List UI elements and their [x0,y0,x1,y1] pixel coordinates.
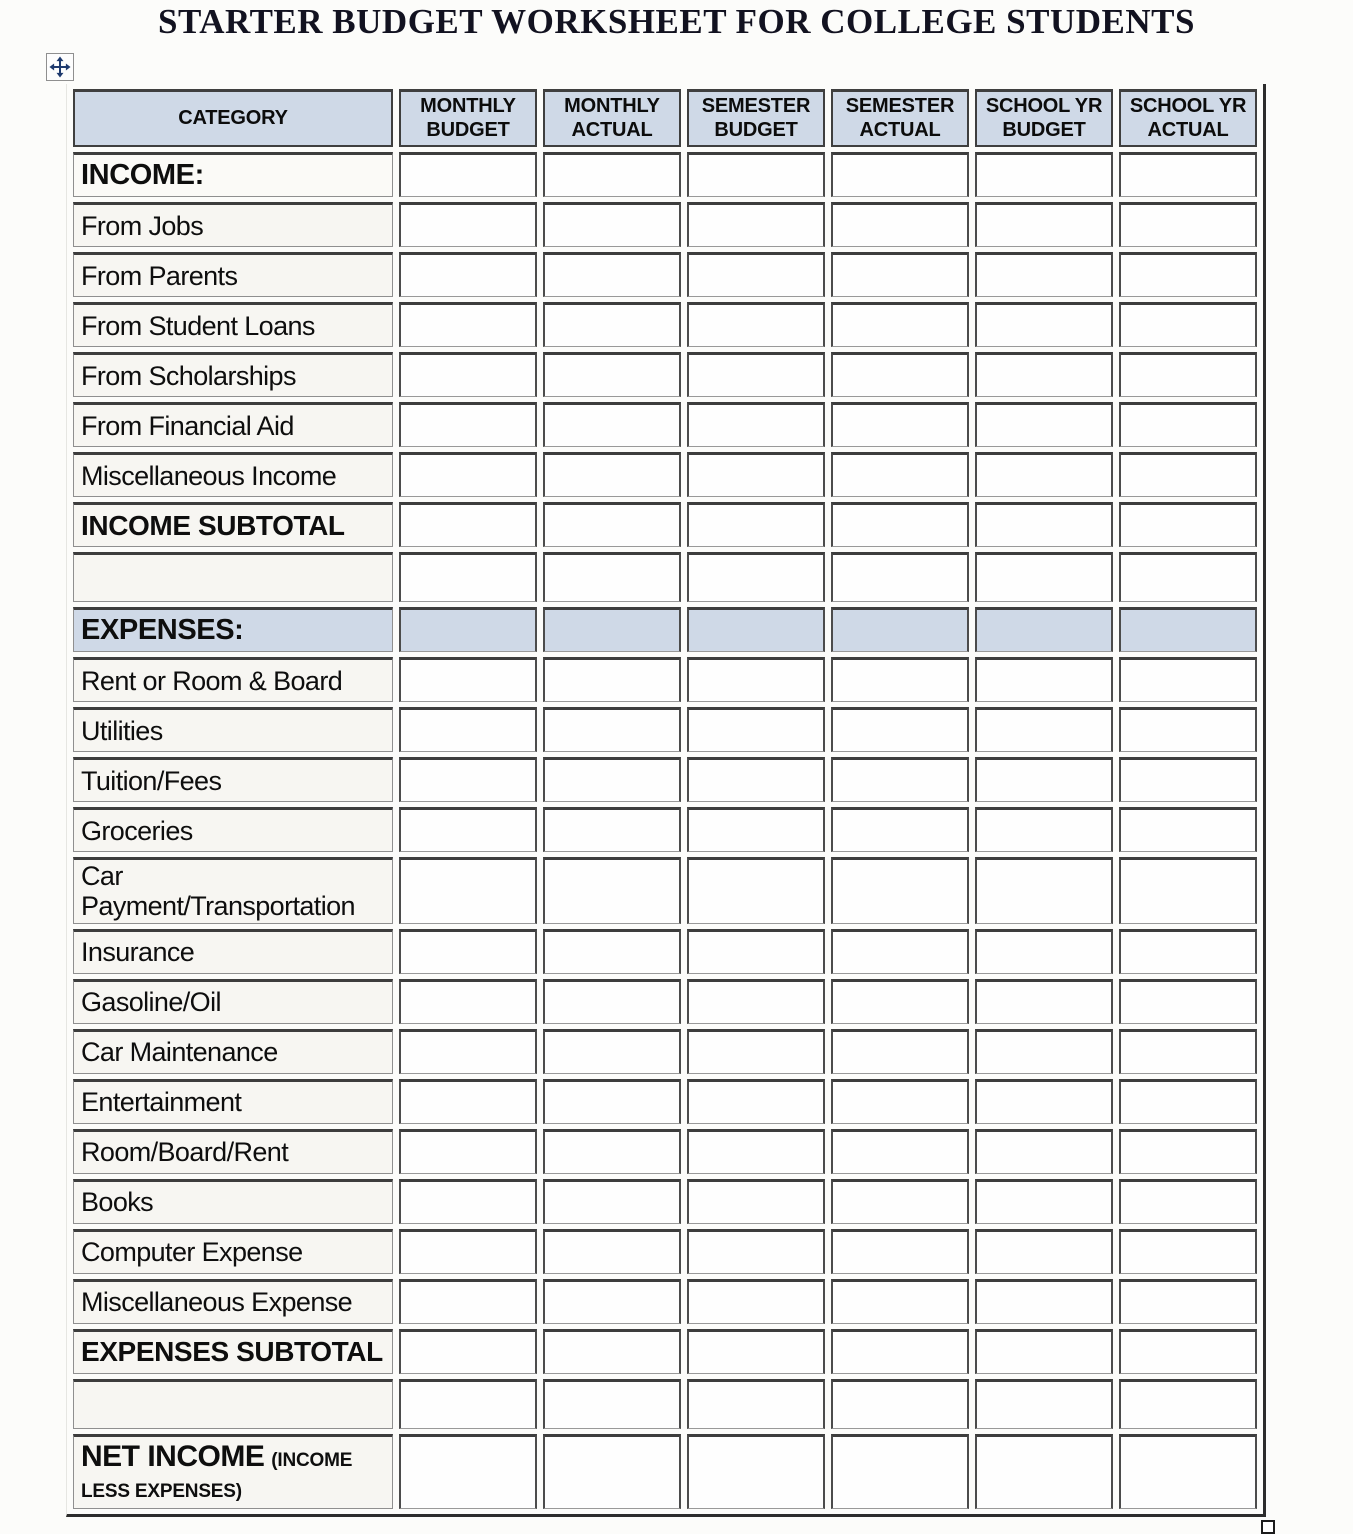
row-label: From Jobs [81,210,204,241]
value-cell[interactable] [399,1029,537,1074]
value-cell[interactable] [975,252,1113,297]
value-cell[interactable] [687,552,825,602]
value-cell[interactable] [831,252,969,297]
value-cell[interactable] [1119,1279,1257,1324]
value-cell[interactable] [975,452,1113,497]
value-cell[interactable] [543,502,681,547]
table-header [73,89,1257,147]
row-label: Insurance [81,937,195,968]
value-cell[interactable] [399,707,537,752]
value-cell[interactable] [831,929,969,974]
value-cell[interactable] [687,152,825,197]
value-cell[interactable] [399,1129,537,1174]
value-cell[interactable] [543,1029,681,1074]
value-cell[interactable] [1119,929,1257,974]
table-row-net-income [73,1434,1257,1510]
value-cell[interactable] [543,1079,681,1124]
row-label: Utilities [81,715,163,746]
value-cell[interactable] [543,402,681,447]
value-cell[interactable] [543,1179,681,1224]
value-cell[interactable] [687,1179,825,1224]
value-cell[interactable] [543,1434,681,1510]
category-cell [73,1279,393,1324]
table-row-miscellaneous-expense [73,1279,1257,1324]
value-cell[interactable] [831,1279,969,1324]
value-cell[interactable] [687,452,825,497]
category-cell [73,302,393,347]
value-cell[interactable] [543,929,681,974]
value-cell[interactable] [831,857,969,923]
value-cell[interactable] [975,1229,1113,1274]
category-cell [73,807,393,852]
value-cell[interactable] [975,857,1113,923]
row-label: INCOME SUBTOTAL [81,510,345,541]
value-cell[interactable] [543,707,681,752]
value-cell[interactable] [1119,1229,1257,1274]
table-row-miscellaneous-income [73,452,1257,497]
row-label: From Scholarships [81,360,296,391]
table-row-from-parents [73,252,1257,297]
value-cell[interactable] [687,1079,825,1124]
value-cell[interactable] [399,929,537,974]
row-label: Groceries [81,815,193,846]
value-cell[interactable] [399,607,537,652]
value-cell[interactable] [1119,502,1257,547]
value-cell[interactable] [399,757,537,802]
row-label: Tuition/Fees [81,765,222,796]
table-row-from-student-loans [73,302,1257,347]
value-cell[interactable] [687,857,825,923]
table-row-from-jobs [73,202,1257,247]
category-cell [73,152,393,197]
category-cell [73,979,393,1024]
row-label: Room/Board/Rent [81,1137,289,1168]
row-label: Rent or Room & Board [81,665,343,696]
value-cell[interactable] [1119,252,1257,297]
value-cell[interactable] [399,502,537,547]
table-row-insurance [73,929,1257,974]
value-cell[interactable] [1119,202,1257,247]
table-row [73,552,1257,602]
value-cell[interactable] [399,657,537,702]
value-cell[interactable] [831,352,969,397]
page-title: STARTER BUDGET WORKSHEET FOR COLLEGE STUDENTS [158,2,1195,41]
value-cell[interactable] [399,1329,537,1374]
table-row-books [73,1179,1257,1224]
value-cell[interactable] [687,502,825,547]
table-row-tuition-fees [73,757,1257,802]
value-cell[interactable] [975,502,1113,547]
value-cell[interactable] [1119,979,1257,1024]
value-cell[interactable] [399,302,537,347]
value-cell[interactable] [831,1179,969,1224]
category-cell [73,1379,393,1429]
category-cell [73,1079,393,1124]
column-header-school-yr-budget: SCHOOL YR BUDGET [975,89,1113,147]
category-cell [73,352,393,397]
value-cell[interactable] [687,252,825,297]
value-cell[interactable] [1119,857,1257,923]
value-cell[interactable] [543,857,681,923]
category-cell [73,1179,393,1224]
category-cell [73,502,393,547]
value-cell[interactable] [831,452,969,497]
header-row [73,89,1257,147]
budget-table [67,84,1263,1514]
value-cell[interactable] [399,452,537,497]
table-body [73,152,1257,1509]
value-cell[interactable] [831,202,969,247]
value-cell[interactable] [399,1434,537,1510]
value-cell[interactable] [831,757,969,802]
category-cell [73,1229,393,1274]
table-move-handle[interactable] [46,53,74,81]
value-cell[interactable] [975,979,1113,1024]
category-cell [73,707,393,752]
table-row-gasoline-oil [73,979,1257,1024]
row-label: Entertainment [81,1087,242,1118]
value-cell[interactable] [687,202,825,247]
row-label: Miscellaneous Income [81,460,337,491]
value-cell[interactable] [1119,707,1257,752]
category-cell [73,757,393,802]
row-label: Books [81,1187,154,1218]
value-cell[interactable] [975,1029,1113,1074]
value-cell[interactable] [399,152,537,197]
value-cell[interactable] [543,1329,681,1374]
value-cell[interactable] [543,552,681,602]
value-cell[interactable] [975,1329,1113,1374]
value-cell[interactable] [975,352,1113,397]
value-cell[interactable] [975,1179,1113,1224]
value-cell[interactable] [1119,352,1257,397]
value-cell[interactable] [975,152,1113,197]
value-cell[interactable] [1119,1434,1257,1510]
category-cell [73,552,393,602]
table-row-from-financial-aid [73,402,1257,447]
column-header-monthly-actual: MONTHLY ACTUAL [543,89,681,147]
column-header-semester-budget: SEMESTER BUDGET [687,89,825,147]
table-resize-handle[interactable] [1261,1520,1275,1534]
value-cell[interactable] [831,657,969,702]
value-cell[interactable] [975,202,1113,247]
value-cell[interactable] [687,1229,825,1274]
value-cell[interactable] [543,1129,681,1174]
value-cell[interactable] [399,857,537,923]
value-cell[interactable] [975,552,1113,602]
value-cell[interactable] [975,1434,1113,1510]
value-cell[interactable] [975,1129,1113,1174]
value-cell[interactable] [1119,552,1257,602]
row-label: Computer Expense [81,1237,303,1268]
table-row-expenses-subtotal [73,1329,1257,1374]
value-cell[interactable] [687,1029,825,1074]
value-cell[interactable] [687,757,825,802]
value-cell[interactable] [831,552,969,602]
category-cell [73,1129,393,1174]
row-label: INCOME: [81,159,204,192]
value-cell[interactable] [975,807,1113,852]
budget-table-container [66,84,1266,1517]
value-cell[interactable] [831,1079,969,1124]
value-cell[interactable] [831,402,969,447]
value-cell[interactable] [399,1079,537,1124]
value-cell[interactable] [543,979,681,1024]
value-cell[interactable] [543,302,681,347]
value-cell[interactable] [399,402,537,447]
value-cell[interactable] [687,929,825,974]
value-cell[interactable] [543,607,681,652]
value-cell[interactable] [687,657,825,702]
column-header-category: CATEGORY [73,89,393,147]
row-label: Miscellaneous Expense [81,1287,353,1318]
value-cell[interactable] [975,1279,1113,1324]
value-cell[interactable] [975,302,1113,347]
category-cell [73,452,393,497]
table-row-from-scholarships [73,352,1257,397]
value-cell[interactable] [975,1379,1113,1429]
row-label: Gasoline/Oil [81,987,221,1018]
value-cell[interactable] [687,1279,825,1324]
value-cell[interactable] [831,1229,969,1274]
value-cell[interactable] [831,1434,969,1510]
column-header-school-yr-actual: SCHOOL YR ACTUAL [1119,89,1257,147]
value-cell[interactable] [399,1229,537,1274]
value-cell[interactable] [687,352,825,397]
category-cell [73,252,393,297]
row-label: Car Payment/Transportation [81,861,355,922]
value-cell[interactable] [543,152,681,197]
value-cell[interactable] [831,979,969,1024]
value-cell[interactable] [399,807,537,852]
value-cell[interactable] [687,807,825,852]
table-row-groceries [73,807,1257,852]
table-row-utilities [73,707,1257,752]
value-cell[interactable] [975,707,1113,752]
value-cell[interactable] [687,607,825,652]
category-cell [73,402,393,447]
value-cell[interactable] [1119,1379,1257,1429]
value-cell[interactable] [543,807,681,852]
table-row-room-board-rent [73,1129,1257,1174]
category-cell [73,657,393,702]
value-cell[interactable] [687,707,825,752]
column-header-semester-actual: SEMESTER ACTUAL [831,89,969,147]
value-cell[interactable] [975,607,1113,652]
value-cell[interactable] [1119,302,1257,347]
value-cell[interactable] [975,1079,1113,1124]
category-cell [73,857,393,923]
value-cell[interactable] [1119,657,1257,702]
value-cell[interactable] [831,1329,969,1374]
value-cell[interactable] [399,252,537,297]
value-cell[interactable] [687,979,825,1024]
value-cell[interactable] [543,657,681,702]
value-cell[interactable] [1119,1129,1257,1174]
value-cell[interactable] [543,252,681,297]
category-cell [73,1434,393,1510]
value-cell[interactable] [687,302,825,347]
table-row-income-subtotal [73,502,1257,547]
value-cell[interactable] [543,1379,681,1429]
category-cell [73,1029,393,1074]
value-cell[interactable] [1119,607,1257,652]
value-cell[interactable] [1119,1029,1257,1074]
value-cell[interactable] [1119,152,1257,197]
value-cell[interactable] [543,1279,681,1324]
value-cell[interactable] [1119,1329,1257,1374]
row-label: NET INCOME [81,1439,265,1473]
value-cell[interactable] [1119,1179,1257,1224]
column-header-monthly-budget: MONTHLY BUDGET [399,89,537,147]
value-cell[interactable] [543,452,681,497]
value-cell[interactable] [831,502,969,547]
value-cell[interactable] [687,402,825,447]
value-cell[interactable] [831,152,969,197]
value-cell[interactable] [831,707,969,752]
value-cell[interactable] [831,1129,969,1174]
value-cell[interactable] [399,1379,537,1429]
value-cell[interactable] [543,352,681,397]
row-label-note: (INCOME LESS EXPENSES) [81,1449,353,1503]
value-cell[interactable] [975,402,1113,447]
value-cell[interactable] [399,1179,537,1224]
value-cell[interactable] [1119,452,1257,497]
category-cell [73,607,393,652]
value-cell[interactable] [975,757,1113,802]
value-cell[interactable] [543,1229,681,1274]
move-icon [49,56,71,78]
row-label: EXPENSES SUBTOTAL [81,1336,383,1368]
table-row [73,1379,1257,1429]
value-cell[interactable] [975,657,1113,702]
value-cell[interactable] [543,757,681,802]
value-cell[interactable] [831,1379,969,1429]
category-cell [73,1329,393,1374]
value-cell[interactable] [687,1434,825,1510]
value-cell[interactable] [399,552,537,602]
value-cell[interactable] [399,1279,537,1324]
value-cell[interactable] [831,1029,969,1074]
table-row-expenses [73,607,1257,652]
value-cell[interactable] [399,352,537,397]
row-label: From Parents [81,260,238,291]
table-row-entertainment [73,1079,1257,1124]
value-cell[interactable] [1119,807,1257,852]
table-row-car-maintenance [73,1029,1257,1074]
category-cell [73,202,393,247]
value-cell[interactable] [687,1329,825,1374]
value-cell[interactable] [543,202,681,247]
value-cell[interactable] [687,1379,825,1429]
value-cell[interactable] [399,979,537,1024]
table-row-computer-expense [73,1229,1257,1274]
value-cell[interactable] [831,607,969,652]
table-row-rent-or-room-board [73,657,1257,702]
row-label: From Financial Aid [81,410,294,441]
table-row-car-payment-transportation [73,857,1257,923]
value-cell[interactable] [831,302,969,347]
value-cell[interactable] [1119,402,1257,447]
value-cell[interactable] [975,929,1113,974]
value-cell[interactable] [687,1129,825,1174]
value-cell[interactable] [399,202,537,247]
table-row-income [73,152,1257,197]
row-label: Car Maintenance [81,1037,278,1068]
value-cell[interactable] [1119,757,1257,802]
category-cell [73,929,393,974]
value-cell[interactable] [831,807,969,852]
row-label: EXPENSES: [81,614,244,647]
value-cell[interactable] [1119,1079,1257,1124]
row-label: From Student Loans [81,310,315,341]
